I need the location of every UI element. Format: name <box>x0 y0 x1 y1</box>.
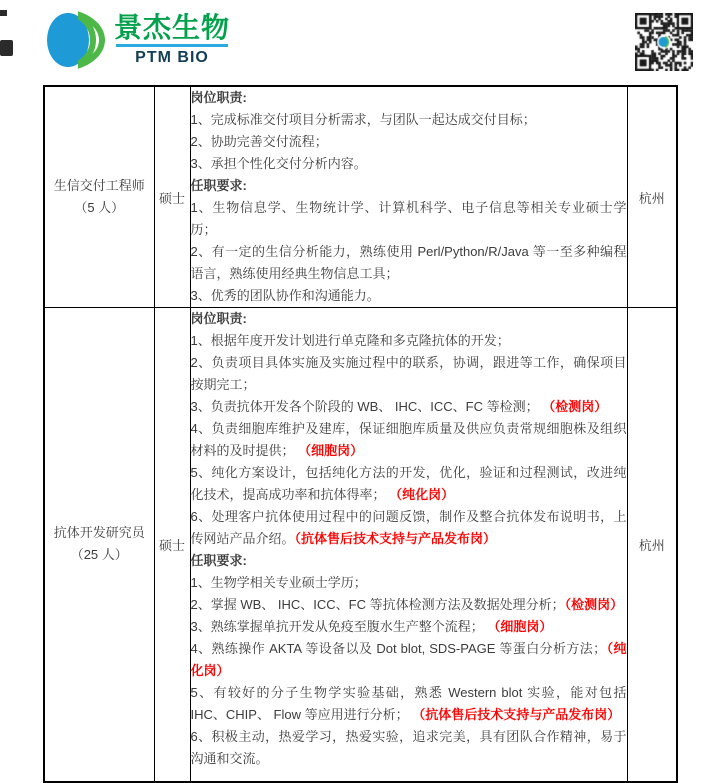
section-heading <box>191 550 627 572</box>
duty-text: 4、熟练操作 AKTA 等设备以及 Dot blot, SDS-PAGE 等蛋白分析方法； <box>190 641 607 656</box>
duty-text: 3、熟练掌握单抗开发从免疫至腹水生产整个流程； <box>190 619 488 634</box>
duty-line <box>191 352 627 396</box>
duty-line <box>191 726 627 770</box>
brand-text <box>114 13 230 67</box>
duty-line <box>191 330 627 352</box>
duty-line <box>191 396 627 418</box>
duty-text: 2、掌握 WB、 IHC、ICC、FC 等抗体检测方法及数据处理分析； <box>190 597 565 612</box>
duty-line <box>191 616 627 638</box>
position-headcount: （25 人） <box>70 547 128 563</box>
scan-artifact <box>0 40 13 56</box>
duty-line <box>191 109 627 131</box>
degree-cell: 硕士 <box>154 308 190 782</box>
section-heading <box>191 175 627 197</box>
brand-underline <box>116 44 228 47</box>
duty-line <box>191 241 627 285</box>
position-tag: （细胞岗） <box>298 443 364 458</box>
table-row <box>44 86 677 308</box>
duty-line <box>191 462 627 506</box>
duties-cell <box>190 86 627 308</box>
position-title: 生信交付工程师 <box>53 178 145 193</box>
duty-text: 3、优秀的团队协作和沟通能力。 <box>190 288 380 303</box>
duty-text: 3、承担个性化交付分析内容。 <box>190 156 367 171</box>
duty-text: 岗位职责: <box>190 90 247 105</box>
position-tag: （检测岗） <box>564 597 624 612</box>
duty-text: 2、协助完善交付流程； <box>190 134 328 149</box>
duty-text: 1、生物信息学、生物统计学、计算机科学、电子信息等相关专业硕士学历； <box>190 200 627 237</box>
duty-text: 1、完成标准交付项目分析需求，与团队一起达成交付目标； <box>190 112 536 127</box>
duty-text: 任职要求: <box>190 178 247 193</box>
duty-text: 4、负责细胞库维护及建库，保证细胞库质量及供应负责常规细胞株及组织材料的及时提供； <box>190 421 627 458</box>
position-tag: （检测岗） <box>542 399 608 414</box>
duty-line <box>191 131 627 153</box>
position-tag: （抗体售后技术支持与产品发布岗） <box>412 707 621 722</box>
page-header <box>0 0 718 84</box>
duty-text: 1、生物学相关专业硕士学历； <box>190 575 367 590</box>
brand-name-cn: 景杰生物 <box>114 12 231 43</box>
position-title: 抗体开发研究员 <box>53 525 145 541</box>
position-tag: （抗体售后技术支持与产品发布岗） <box>294 531 497 546</box>
duty-line <box>191 418 627 462</box>
duty-text: 任职要求: <box>190 553 247 568</box>
brand-name-en: PTM BIO <box>135 49 209 66</box>
duty-text: 岗位职责: <box>190 311 247 326</box>
location-cell: 杭州 <box>627 308 677 782</box>
section-heading <box>191 308 627 330</box>
degree-cell: 硕士 <box>154 86 190 308</box>
section-heading <box>191 87 627 109</box>
scan-artifact <box>0 10 7 16</box>
qr-code <box>635 13 693 71</box>
duty-text: 2、有一定的生信分析能力，熟练使用 Perl/Python/R/Java 等一至多种编程语言，熟练使用经典生物信息工具； <box>190 244 627 281</box>
position-tag: （纯化岗） <box>190 641 627 678</box>
duty-line <box>191 506 627 550</box>
duty-text: 5、有较好的分子生物学实验基础，熟悉 Western blot 实验，能对包括 IHC、CHIP、 Flow 等应用进行分析； <box>190 685 627 722</box>
duty-line <box>191 285 627 307</box>
duty-line <box>191 638 627 682</box>
table-row <box>44 308 677 782</box>
duty-line <box>191 153 627 175</box>
duties-cell <box>190 308 627 782</box>
jobs-table <box>43 85 678 783</box>
position-tag: （细胞岗） <box>487 619 553 634</box>
position-tag: （纯化岗） <box>389 487 455 502</box>
location-cell: 杭州 <box>627 86 677 308</box>
company-logo <box>46 10 230 70</box>
duty-text: 3、负责抗体开发各个阶段的 WB、 IHC、ICC、FC 等检测； <box>190 399 543 414</box>
duty-line <box>191 572 627 594</box>
duty-line <box>191 682 627 726</box>
duty-text: 5、纯化方案设计，包括纯化方法的开发，优化，验证和过程测试，改进纯化技术，提高成功率和抗体得率； <box>190 465 627 502</box>
logo-sphere-icon <box>46 10 110 70</box>
duty-text: 1、根据年度开发计划进行单克隆和多克隆抗体的开发； <box>190 333 510 348</box>
duty-text: 6、积极主动，热爱学习，热爱实验，追求完美，具有团队合作精神，易于沟通和交流。 <box>190 729 627 766</box>
duty-line <box>191 197 627 241</box>
duty-text: 6、处理客户抗体使用过程中的问题反馈，制作及整合抗体发布说明书，上传网站产品介绍。 <box>190 509 627 546</box>
duty-line <box>191 594 627 616</box>
position-cell <box>44 308 154 782</box>
position-headcount: （5 人） <box>74 200 125 215</box>
position-cell <box>44 86 154 308</box>
duty-text: 2、负责项目具体实施及实施过程中的联系，协调，跟进等工作，确保项目按期完工； <box>190 355 627 392</box>
